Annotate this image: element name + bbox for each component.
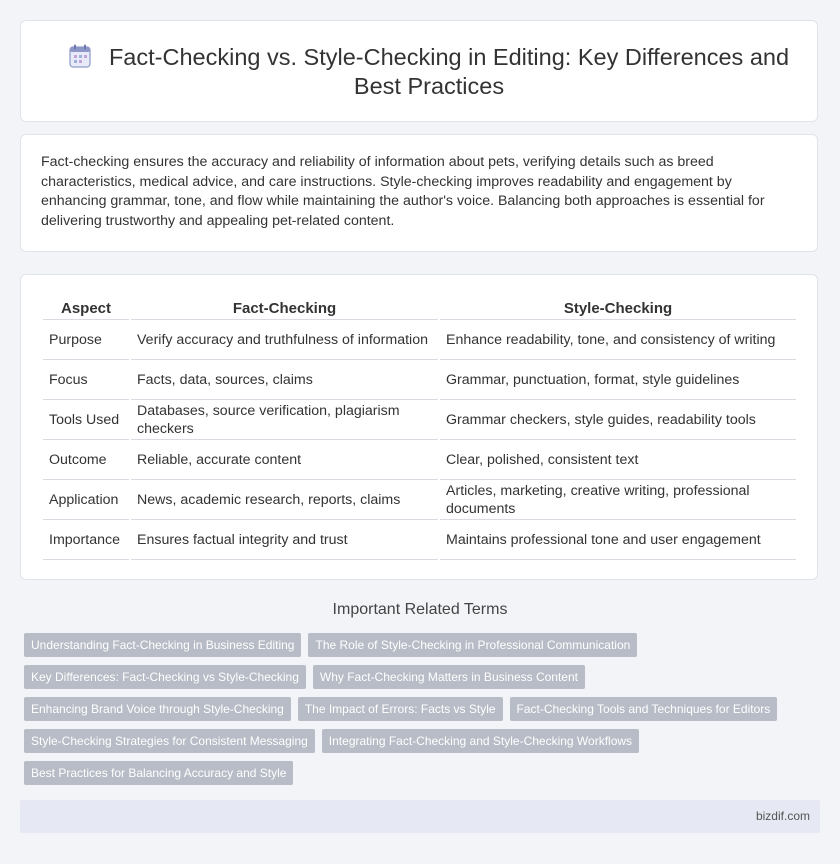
header-style-checking: Style-Checking bbox=[440, 297, 796, 320]
cell-fact: Reliable, accurate content bbox=[131, 440, 438, 480]
cell-aspect: Outcome bbox=[43, 440, 129, 480]
related-term-tag[interactable]: Key Differences: Fact-Checking vs Style-Checking bbox=[24, 665, 306, 689]
cell-fact: Verify accuracy and truthfulness of information bbox=[131, 320, 438, 360]
document-icon bbox=[69, 44, 91, 68]
cell-fact: Databases, source verification, plagiarism checkers bbox=[131, 400, 438, 440]
cell-style: Grammar, punctuation, format, style guidelines bbox=[440, 360, 796, 400]
related-term-tag[interactable]: The Role of Style-Checking in Professional Communication bbox=[308, 633, 637, 657]
related-terms bbox=[24, 633, 814, 793]
header-aspect: Aspect bbox=[43, 297, 129, 320]
cell-aspect: Importance bbox=[43, 520, 129, 560]
intro-paragraph: Fact-checking ensures the accuracy and reliability of information about pets, verifying details such as breed characteristics, medical advice, and care instructions. Style-checking improves readability and engagement by enhancing grammar, tone, and flow while maintaining the author's voice. Balancing both approaches is essential for delivering trustworthy and appealing pet-related content. bbox=[41, 154, 765, 229]
table-row bbox=[43, 520, 796, 560]
cell-fact: Ensures factual integrity and trust bbox=[131, 520, 438, 560]
table-row bbox=[43, 400, 796, 440]
footer-site-link[interactable]: bizdif.com bbox=[755, 809, 810, 823]
comparison-table bbox=[41, 297, 798, 560]
title-wrap bbox=[61, 43, 797, 101]
related-term-tag[interactable]: The Impact of Errors: Facts vs Style bbox=[298, 697, 503, 721]
comparison-card bbox=[20, 274, 818, 580]
intro-card bbox=[20, 134, 818, 252]
footer bbox=[20, 800, 820, 833]
cell-style: Enhance readability, tone, and consistency of writing bbox=[440, 320, 796, 360]
tag-row bbox=[24, 697, 814, 721]
cell-style: Maintains professional tone and user engagement bbox=[440, 520, 796, 560]
related-term-tag[interactable]: Fact-Checking Tools and Techniques for Editors bbox=[510, 697, 778, 721]
related-term-tag[interactable]: Why Fact-Checking Matters in Business Content bbox=[313, 665, 585, 689]
table-row bbox=[43, 360, 796, 400]
page-title bbox=[61, 43, 797, 101]
related-term-tag[interactable]: Enhancing Brand Voice through Style-Checking bbox=[24, 697, 291, 721]
related-term-tag[interactable]: Integrating Fact-Checking and Style-Checking Workflows bbox=[322, 729, 639, 753]
table-header-row bbox=[43, 297, 796, 320]
table-row bbox=[43, 440, 796, 480]
cell-aspect: Purpose bbox=[43, 320, 129, 360]
cell-fact: News, academic research, reports, claims bbox=[131, 480, 438, 520]
tag-row bbox=[24, 729, 814, 753]
cell-aspect: Tools Used bbox=[43, 400, 129, 440]
related-term-tag[interactable]: Style-Checking Strategies for Consistent Messaging bbox=[24, 729, 315, 753]
title-card bbox=[20, 20, 818, 122]
tag-row bbox=[24, 633, 814, 657]
cell-aspect: Application bbox=[43, 480, 129, 520]
table-row bbox=[43, 320, 796, 360]
cell-style: Grammar checkers, style guides, readability tools bbox=[440, 400, 796, 440]
table-row bbox=[43, 480, 796, 520]
cell-style: Clear, polished, consistent text bbox=[440, 440, 796, 480]
page-title-text: Fact-Checking vs. Style-Checking in Editing: Key Differences and Best Practices bbox=[108, 44, 790, 99]
cell-fact: Facts, data, sources, claims bbox=[131, 360, 438, 400]
cell-aspect: Focus bbox=[43, 360, 129, 400]
related-term-tag[interactable]: Understanding Fact-Checking in Business Editing bbox=[24, 633, 301, 657]
related-terms-heading: Important Related Terms bbox=[332, 601, 508, 618]
tag-row bbox=[24, 665, 814, 689]
tag-row bbox=[24, 761, 814, 785]
header-fact-checking: Fact-Checking bbox=[131, 297, 438, 320]
cell-style: Articles, marketing, creative writing, professional documents bbox=[440, 480, 796, 520]
related-term-tag[interactable]: Best Practices for Balancing Accuracy and Style bbox=[24, 761, 293, 785]
